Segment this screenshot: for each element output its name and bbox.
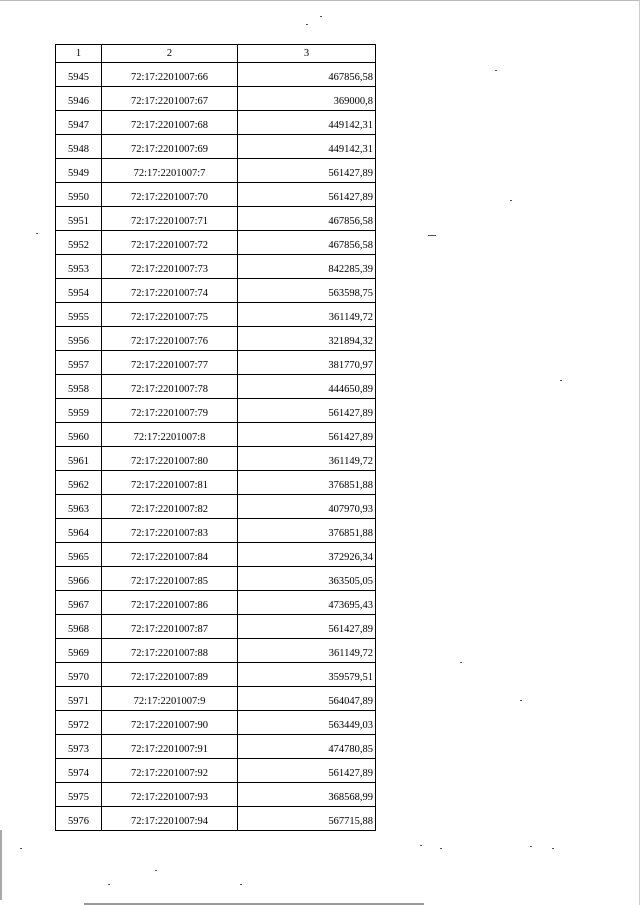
row-number-cell: 5976 xyxy=(56,807,102,831)
row-number-cell: 5973 xyxy=(56,735,102,759)
table-row xyxy=(56,159,376,183)
row-number-cell: 5949 xyxy=(56,159,102,183)
scan-speck xyxy=(428,235,436,236)
table-row xyxy=(56,615,376,639)
cadastral-value-cell: 567715,88 xyxy=(238,807,376,831)
cadastral-value-cell: 449142,31 xyxy=(238,135,376,159)
table-row xyxy=(56,639,376,663)
cadastral-number-cell: 72:17:2201007:92 xyxy=(102,759,238,783)
table-row xyxy=(56,327,376,351)
cadastral-value-cell: 444650,89 xyxy=(238,375,376,399)
cadastral-number-cell: 72:17:2201007:73 xyxy=(102,255,238,279)
row-number-cell: 5970 xyxy=(56,663,102,687)
row-number-cell: 5945 xyxy=(56,63,102,87)
cadastral-value-cell: 561427,89 xyxy=(238,159,376,183)
table-row xyxy=(56,567,376,591)
cadastral-number-cell: 72:17:2201007:84 xyxy=(102,543,238,567)
row-number-cell: 5966 xyxy=(56,567,102,591)
scan-speck xyxy=(560,380,562,381)
cadastral-value-cell: 561427,89 xyxy=(238,423,376,447)
table-row xyxy=(56,711,376,735)
cadastral-value-cell: 359579,51 xyxy=(238,663,376,687)
scan-speck xyxy=(420,845,422,846)
row-number-cell: 5947 xyxy=(56,111,102,135)
row-number-cell: 5972 xyxy=(56,711,102,735)
cadastral-value-cell: 361149,72 xyxy=(238,447,376,471)
cadastral-value-cell: 363505,05 xyxy=(238,567,376,591)
cadastral-number-cell: 72:17:2201007:9 xyxy=(102,687,238,711)
cadastral-number-cell: 72:17:2201007:8 xyxy=(102,423,238,447)
table-row xyxy=(56,63,376,87)
cadastral-value-cell: 449142,31 xyxy=(238,111,376,135)
table-row xyxy=(56,351,376,375)
column-header-3: 3 xyxy=(238,45,376,63)
scan-speck xyxy=(495,70,497,71)
table-row xyxy=(56,471,376,495)
row-number-cell: 5960 xyxy=(56,423,102,447)
row-number-cell: 5951 xyxy=(56,207,102,231)
row-number-cell: 5971 xyxy=(56,687,102,711)
scan-speck xyxy=(460,662,462,663)
table-row xyxy=(56,735,376,759)
table-row xyxy=(56,495,376,519)
scan-edge-left xyxy=(0,830,2,900)
table-body xyxy=(56,63,376,831)
cadastral-value-cell: 321894,32 xyxy=(238,327,376,351)
scan-speck xyxy=(520,700,522,701)
column-header-1: 1 xyxy=(56,45,102,63)
cadastral-number-cell: 72:17:2201007:68 xyxy=(102,111,238,135)
cadastral-value-cell: 407970,93 xyxy=(238,495,376,519)
cadastral-number-cell: 72:17:2201007:83 xyxy=(102,519,238,543)
cadastral-number-cell: 72:17:2201007:77 xyxy=(102,351,238,375)
row-number-cell: 5964 xyxy=(56,519,102,543)
row-number-cell: 5956 xyxy=(56,327,102,351)
table-row xyxy=(56,207,376,231)
cadastral-value-cell: 372926,34 xyxy=(238,543,376,567)
scan-speck xyxy=(155,870,157,871)
cadastral-value-cell: 563598,75 xyxy=(238,279,376,303)
cadastral-number-cell: 72:17:2201007:93 xyxy=(102,783,238,807)
scan-speck xyxy=(440,848,442,849)
table-row xyxy=(56,783,376,807)
table-row xyxy=(56,591,376,615)
row-number-cell: 5963 xyxy=(56,495,102,519)
cadastral-number-cell: 72:17:2201007:80 xyxy=(102,447,238,471)
table-row xyxy=(56,519,376,543)
cadastral-number-cell: 72:17:2201007:82 xyxy=(102,495,238,519)
row-number-cell: 5974 xyxy=(56,759,102,783)
cadastral-number-cell: 72:17:2201007:89 xyxy=(102,663,238,687)
cadastral-value-cell: 467856,58 xyxy=(238,207,376,231)
row-number-cell: 5958 xyxy=(56,375,102,399)
table-row xyxy=(56,759,376,783)
cadastral-value-cell: 368568,99 xyxy=(238,783,376,807)
row-number-cell: 5965 xyxy=(56,543,102,567)
cadastral-number-cell: 72:17:2201007:88 xyxy=(102,639,238,663)
row-number-cell: 5946 xyxy=(56,87,102,111)
cadastral-value-cell: 369000,8 xyxy=(238,87,376,111)
cadastral-value-table xyxy=(55,44,376,831)
cadastral-number-cell: 72:17:2201007:71 xyxy=(102,207,238,231)
scan-speck xyxy=(36,233,38,234)
table-row xyxy=(56,231,376,255)
table-row xyxy=(56,687,376,711)
table-row xyxy=(56,135,376,159)
table-header-row xyxy=(56,45,376,63)
cadastral-value-cell: 361149,72 xyxy=(238,303,376,327)
scan-speck xyxy=(306,24,308,25)
table-row xyxy=(56,543,376,567)
scan-speck xyxy=(320,16,322,17)
cadastral-number-cell: 72:17:2201007:94 xyxy=(102,807,238,831)
cadastral-value-cell: 564047,89 xyxy=(238,687,376,711)
cadastral-value-cell: 381770,97 xyxy=(238,351,376,375)
row-number-cell: 5957 xyxy=(56,351,102,375)
row-number-cell: 5959 xyxy=(56,399,102,423)
table-row xyxy=(56,87,376,111)
scan-speck xyxy=(530,846,532,847)
cadastral-value-cell: 561427,89 xyxy=(238,399,376,423)
cadastral-value-cell: 376851,88 xyxy=(238,519,376,543)
row-number-cell: 5953 xyxy=(56,255,102,279)
table-row xyxy=(56,447,376,471)
table-row xyxy=(56,663,376,687)
table-row xyxy=(56,279,376,303)
scan-speck xyxy=(510,200,512,201)
cadastral-number-cell: 72:17:2201007:91 xyxy=(102,735,238,759)
row-number-cell: 5962 xyxy=(56,471,102,495)
scan-speck xyxy=(108,884,110,885)
cadastral-value-cell: 842285,39 xyxy=(238,255,376,279)
cadastral-number-cell: 72:17:2201007:72 xyxy=(102,231,238,255)
cadastral-number-cell: 72:17:2201007:90 xyxy=(102,711,238,735)
table-row xyxy=(56,303,376,327)
cadastral-value-cell: 361149,72 xyxy=(238,639,376,663)
scan-speck xyxy=(20,848,22,849)
scan-edge-top xyxy=(0,0,640,1)
table-row xyxy=(56,423,376,447)
cadastral-value-cell: 467856,58 xyxy=(238,231,376,255)
row-number-cell: 5969 xyxy=(56,639,102,663)
cadastral-number-cell: 72:17:2201007:75 xyxy=(102,303,238,327)
cadastral-number-cell: 72:17:2201007:79 xyxy=(102,399,238,423)
cadastral-number-cell: 72:17:2201007:66 xyxy=(102,63,238,87)
cadastral-value-cell: 563449,03 xyxy=(238,711,376,735)
cadastral-number-cell: 72:17:2201007:86 xyxy=(102,591,238,615)
cadastral-number-cell: 72:17:2201007:87 xyxy=(102,615,238,639)
row-number-cell: 5954 xyxy=(56,279,102,303)
cadastral-number-cell: 72:17:2201007:7 xyxy=(102,159,238,183)
table-row xyxy=(56,375,376,399)
row-number-cell: 5950 xyxy=(56,183,102,207)
row-number-cell: 5975 xyxy=(56,783,102,807)
cadastral-number-cell: 72:17:2201007:67 xyxy=(102,87,238,111)
cadastral-number-cell: 72:17:2201007:70 xyxy=(102,183,238,207)
cadastral-value-cell: 376851,88 xyxy=(238,471,376,495)
cadastral-value-cell: 474780,85 xyxy=(238,735,376,759)
cadastral-value-cell: 561427,89 xyxy=(238,759,376,783)
table-row xyxy=(56,807,376,831)
table-row xyxy=(56,183,376,207)
row-number-cell: 5948 xyxy=(56,135,102,159)
row-number-cell: 5955 xyxy=(56,303,102,327)
cadastral-number-cell: 72:17:2201007:69 xyxy=(102,135,238,159)
cadastral-number-cell: 72:17:2201007:85 xyxy=(102,567,238,591)
scan-speck xyxy=(240,884,242,885)
column-header-2: 2 xyxy=(102,45,238,63)
cadastral-value-cell: 473695,43 xyxy=(238,591,376,615)
cadastral-value-cell: 561427,89 xyxy=(238,183,376,207)
table-row xyxy=(56,111,376,135)
cadastral-number-cell: 72:17:2201007:78 xyxy=(102,375,238,399)
cadastral-number-cell: 72:17:2201007:81 xyxy=(102,471,238,495)
row-number-cell: 5961 xyxy=(56,447,102,471)
cadastral-value-cell: 467856,58 xyxy=(238,63,376,87)
scan-speck xyxy=(552,848,554,849)
cadastral-value-cell: 561427,89 xyxy=(238,615,376,639)
row-number-cell: 5967 xyxy=(56,591,102,615)
row-number-cell: 5968 xyxy=(56,615,102,639)
row-number-cell: 5952 xyxy=(56,231,102,255)
cadastral-number-cell: 72:17:2201007:74 xyxy=(102,279,238,303)
cadastral-number-cell: 72:17:2201007:76 xyxy=(102,327,238,351)
table-row xyxy=(56,399,376,423)
table-row xyxy=(56,255,376,279)
